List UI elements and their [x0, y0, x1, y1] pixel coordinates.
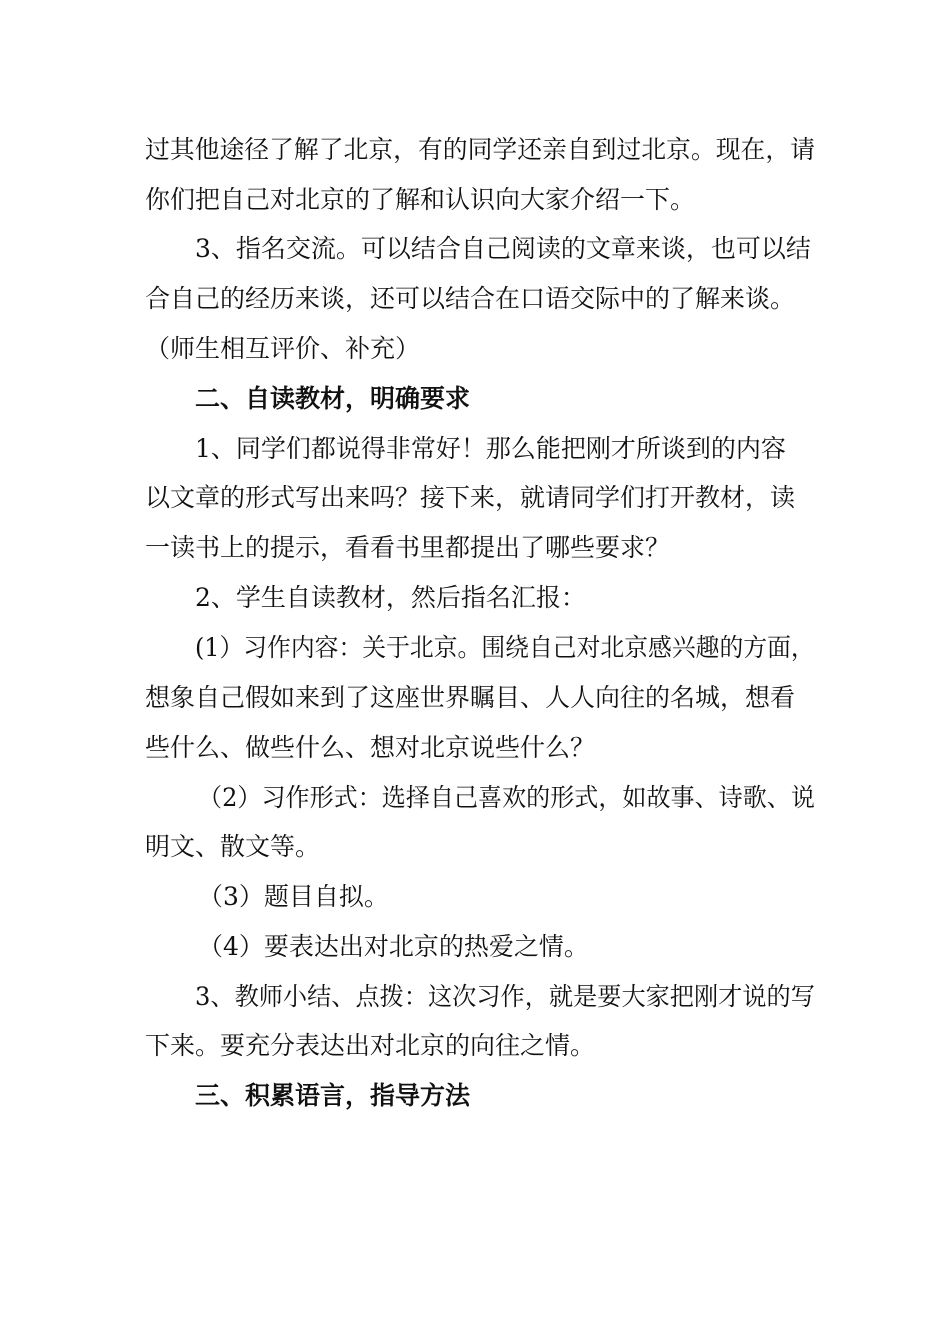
- paragraph-line: 以文章的形式写出来吗？接下来，就请同学们打开教材，读: [145, 483, 796, 512]
- paragraph-line: 3、教师小结、点拨：这次习作，就是要大家把刚才说的写: [195, 982, 815, 1011]
- paragraph-line: 些什么、做些什么、想对北京说些什么？: [145, 733, 596, 762]
- paragraph-line: 1、同学们都说得非常好！那么能把刚才所谈到的内容: [195, 434, 786, 463]
- paragraph-line: 你们把自己对北京的了解和认识向大家介绍一下。: [145, 185, 696, 214]
- paragraph-line: 过其他途径了解了北京，有的同学还亲自到过北京。现在，请: [145, 135, 816, 164]
- paragraph-line: 想象自己假如来到了这座世界瞩目、人人向往的名城，想看: [145, 683, 796, 712]
- paragraph-line: 2、学生自读教材，然后指名汇报：: [195, 583, 586, 612]
- paragraph-line: （师生相互评价、补充）: [145, 334, 421, 363]
- paragraph-line: (1）习作内容：关于北京。围绕自己对北京感兴趣的方面，: [195, 633, 815, 662]
- paragraph-line: 下来。要充分表达出对北京的向往之情。: [145, 1031, 596, 1060]
- paragraph-line: （4）要表达出对北京的热爱之情。: [198, 932, 589, 961]
- paragraph-line: （3）题目自拟。: [198, 882, 389, 911]
- paragraph-line: 3、指名交流。可以结合自己阅读的文章来谈，也可以结: [195, 234, 811, 263]
- paragraph-line: 一读书上的提示，看看书里都提出了哪些要求？: [145, 533, 671, 562]
- paragraph-line: 明文、散文等。: [145, 832, 321, 861]
- paragraph-line: （2）习作形式：选择自己喜欢的形式，如故事、诗歌、说: [198, 783, 815, 812]
- paragraph-line: 合自己的经历来谈，还可以结合在口语交际中的了解来谈。: [145, 284, 796, 313]
- section-heading: 三、积累语言，指导方法: [195, 1081, 471, 1110]
- section-heading: 二、自读教材，明确要求: [195, 384, 471, 413]
